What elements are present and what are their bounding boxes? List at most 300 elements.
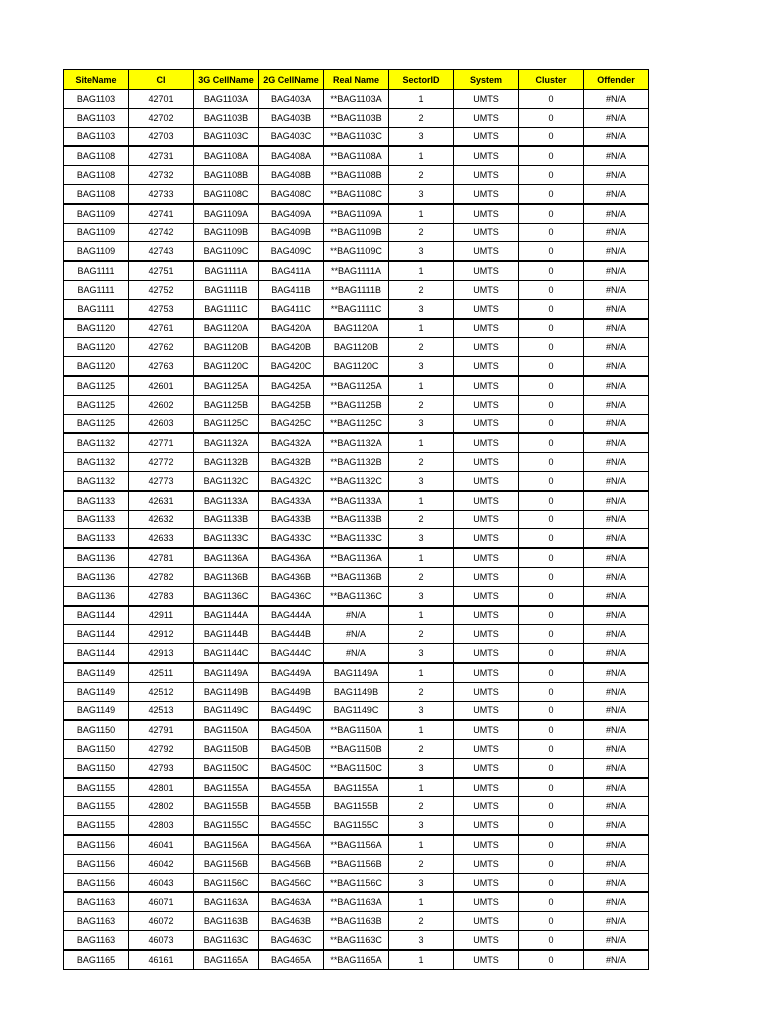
table-cell: UMTS: [454, 548, 519, 567]
table-cell: **BAG1132B: [324, 453, 389, 472]
table-cell: BAG1156: [64, 835, 129, 854]
table-cell: **BAG1150C: [324, 758, 389, 777]
table-row: [64, 242, 649, 261]
table-row: [64, 797, 649, 816]
table-cell: BAG456B: [259, 854, 324, 873]
table-cell: 3: [389, 644, 454, 663]
table-cell: BAG1132C: [194, 471, 259, 490]
table-cell: BAG1108A: [194, 146, 259, 165]
column-header-sectorid: SectorID: [389, 70, 454, 90]
table-row: [64, 166, 649, 185]
table-cell: BAG1155B: [324, 797, 389, 816]
table-cell: 0: [519, 166, 584, 185]
table-cell: #N/A: [584, 950, 649, 969]
table-cell: 3: [389, 471, 454, 490]
table-row: [64, 90, 649, 109]
table-row: [64, 586, 649, 605]
table-cell: #N/A: [584, 453, 649, 472]
table-cell: 3: [389, 242, 454, 261]
table-row: [64, 758, 649, 777]
column-header-offender: Offender: [584, 70, 649, 90]
table-cell: BAG432A: [259, 433, 324, 452]
table-cell: UMTS: [454, 127, 519, 146]
column-header-ci: CI: [129, 70, 194, 90]
column-header-sitename: SiteName: [64, 70, 129, 90]
table-cell: 0: [519, 319, 584, 338]
table-cell: #N/A: [584, 338, 649, 357]
table-cell: #N/A: [584, 414, 649, 433]
table-cell: BAG450A: [259, 720, 324, 739]
table-cell: BAG1155B: [194, 797, 259, 816]
table-cell: 42743: [129, 242, 194, 261]
table-cell: BAG1163C: [194, 931, 259, 950]
table-cell: #N/A: [584, 778, 649, 797]
table-cell: 46041: [129, 835, 194, 854]
table-cell: UMTS: [454, 931, 519, 950]
table-cell: **BAG1133A: [324, 491, 389, 510]
table-cell: BAG1149A: [194, 663, 259, 682]
table-cell: **BAG1111C: [324, 299, 389, 318]
table-row: [64, 950, 649, 969]
table-cell: BAG1149A: [324, 663, 389, 682]
table-cell: BAG1120C: [324, 357, 389, 376]
table-cell: BAG1109A: [194, 204, 259, 223]
table-cell: 1: [389, 204, 454, 223]
table-cell: BAG1156A: [194, 835, 259, 854]
table-row: [64, 184, 649, 203]
table-cell: UMTS: [454, 299, 519, 318]
table-cell: 0: [519, 357, 584, 376]
table-cell: 42742: [129, 223, 194, 242]
table-cell: #N/A: [584, 567, 649, 586]
table-cell: #N/A: [584, 223, 649, 242]
table-cell: 2: [389, 567, 454, 586]
table-cell: 0: [519, 892, 584, 911]
table-cell: #N/A: [584, 510, 649, 529]
table-cell: UMTS: [454, 242, 519, 261]
table-cell: #N/A: [584, 835, 649, 854]
table-row: [64, 892, 649, 911]
table-cell: BAG1103: [64, 108, 129, 127]
table-cell: BAG1165A: [194, 950, 259, 969]
table-cell: BAG436A: [259, 548, 324, 567]
table-cell: **BAG1133B: [324, 510, 389, 529]
table-cell: BAG1144: [64, 625, 129, 644]
table-cell: BAG1150C: [194, 758, 259, 777]
table-cell: BAG1120B: [194, 338, 259, 357]
table-cell: **BAG1156A: [324, 835, 389, 854]
table-cell: 3: [389, 127, 454, 146]
table-cell: BAG1163: [64, 892, 129, 911]
table-cell: BAG433A: [259, 491, 324, 510]
table-cell: UMTS: [454, 471, 519, 490]
table-cell: UMTS: [454, 912, 519, 931]
table-cell: UMTS: [454, 491, 519, 510]
table-cell: BAG449C: [259, 701, 324, 720]
table-cell: #N/A: [584, 280, 649, 299]
table-cell: **BAG1136B: [324, 567, 389, 586]
table-row: [64, 127, 649, 146]
table-row: [64, 108, 649, 127]
table-cell: 0: [519, 242, 584, 261]
table-cell: 1: [389, 548, 454, 567]
table-row: [64, 453, 649, 472]
table-cell: UMTS: [454, 414, 519, 433]
table-cell: BAG1149B: [194, 682, 259, 701]
table-cell: UMTS: [454, 778, 519, 797]
column-header-real-name: Real Name: [324, 70, 389, 90]
table-cell: UMTS: [454, 223, 519, 242]
table-cell: BAG1132: [64, 433, 129, 452]
table-cell: BAG450C: [259, 758, 324, 777]
table-cell: BAG433C: [259, 529, 324, 548]
table-cell: 0: [519, 548, 584, 567]
table-cell: 0: [519, 625, 584, 644]
table-cell: 2: [389, 108, 454, 127]
table-cell: 42911: [129, 606, 194, 625]
table-cell: 1: [389, 663, 454, 682]
table-cell: BAG450B: [259, 740, 324, 759]
table-cell: #N/A: [584, 433, 649, 452]
table-row: [64, 319, 649, 338]
table-cell: #N/A: [584, 108, 649, 127]
table-cell: BAG411C: [259, 299, 324, 318]
table-cell: #N/A: [324, 644, 389, 663]
table-cell: 42702: [129, 108, 194, 127]
table-row: [64, 204, 649, 223]
table-cell: **BAG1125B: [324, 395, 389, 414]
table-cell: BAG1144B: [194, 625, 259, 644]
table-cell: 42791: [129, 720, 194, 739]
table-cell: BAG408B: [259, 166, 324, 185]
table-cell: BAG1155: [64, 797, 129, 816]
table-cell: BAG1136: [64, 567, 129, 586]
table-cell: BAG463B: [259, 912, 324, 931]
table-cell: BAG456A: [259, 835, 324, 854]
table-cell: #N/A: [584, 758, 649, 777]
table-cell: BAG1133: [64, 529, 129, 548]
table-cell: 42783: [129, 586, 194, 605]
table-cell: UMTS: [454, 510, 519, 529]
table-cell: BAG455C: [259, 816, 324, 835]
table-cell: 42802: [129, 797, 194, 816]
table-cell: 0: [519, 127, 584, 146]
table-cell: BAG408A: [259, 146, 324, 165]
table-cell: 42793: [129, 758, 194, 777]
table-cell: 2: [389, 338, 454, 357]
table-cell: 0: [519, 682, 584, 701]
table-cell: UMTS: [454, 625, 519, 644]
table-cell: 1: [389, 319, 454, 338]
table-cell: **BAG1132C: [324, 471, 389, 490]
table-cell: BAG1163A: [194, 892, 259, 911]
table-cell: **BAG1109A: [324, 204, 389, 223]
table-cell: #N/A: [584, 376, 649, 395]
table-cell: #N/A: [584, 166, 649, 185]
table-cell: BAG1108C: [194, 184, 259, 203]
table-cell: BAG1120: [64, 319, 129, 338]
table-cell: 3: [389, 529, 454, 548]
table-cell: 42772: [129, 453, 194, 472]
table-cell: 0: [519, 778, 584, 797]
table-cell: BAG1103: [64, 127, 129, 146]
table-cell: UMTS: [454, 567, 519, 586]
table-cell: BAG1163: [64, 931, 129, 950]
table-cell: BAG1132: [64, 471, 129, 490]
table-cell: 2: [389, 854, 454, 873]
table-cell: 42913: [129, 644, 194, 663]
table-cell: 1: [389, 90, 454, 109]
table-cell: 2: [389, 395, 454, 414]
table-cell: BAG1111B: [194, 280, 259, 299]
table-cell: 46042: [129, 854, 194, 873]
table-cell: BAG432C: [259, 471, 324, 490]
table-cell: BAG444B: [259, 625, 324, 644]
table-cell: 1: [389, 376, 454, 395]
table-cell: 3: [389, 701, 454, 720]
table-cell: BAG1125: [64, 414, 129, 433]
table-cell: BAG1103C: [194, 127, 259, 146]
table-cell: BAG1155A: [324, 778, 389, 797]
table-cell: BAG1111A: [194, 261, 259, 280]
table-cell: #N/A: [584, 319, 649, 338]
table-cell: 42733: [129, 184, 194, 203]
table-cell: #N/A: [584, 261, 649, 280]
table-row: [64, 299, 649, 318]
table-cell: UMTS: [454, 166, 519, 185]
table-cell: UMTS: [454, 184, 519, 203]
table-cell: BAG1132A: [194, 433, 259, 452]
table-cell: #N/A: [584, 90, 649, 109]
table-cell: 42631: [129, 491, 194, 510]
table-cell: 42753: [129, 299, 194, 318]
table-cell: 0: [519, 280, 584, 299]
table-cell: BAG1150A: [194, 720, 259, 739]
table-cell: BAG1163: [64, 912, 129, 931]
table-cell: **BAG1103A: [324, 90, 389, 109]
table-cell: UMTS: [454, 319, 519, 338]
table-cell: UMTS: [454, 357, 519, 376]
table-cell: BAG1120B: [324, 338, 389, 357]
table-cell: 42701: [129, 90, 194, 109]
table-cell: BAG1108: [64, 146, 129, 165]
table-cell: UMTS: [454, 90, 519, 109]
table-cell: **BAG1156B: [324, 854, 389, 873]
table-cell: #N/A: [584, 606, 649, 625]
table-cell: BAG1144A: [194, 606, 259, 625]
table-cell: BAG1163B: [194, 912, 259, 931]
table-cell: BAG449B: [259, 682, 324, 701]
table-cell: 42912: [129, 625, 194, 644]
table-cell: 0: [519, 912, 584, 931]
table-cell: #N/A: [584, 471, 649, 490]
table-cell: BAG436B: [259, 567, 324, 586]
table-cell: BAG1136B: [194, 567, 259, 586]
table-cell: #N/A: [584, 912, 649, 931]
table-cell: BAG1109: [64, 242, 129, 261]
table-cell: #N/A: [584, 740, 649, 759]
table-row: [64, 548, 649, 567]
table-cell: 0: [519, 395, 584, 414]
table-cell: BAG409A: [259, 204, 324, 223]
table-cell: 2: [389, 912, 454, 931]
table-cell: BAG1103A: [194, 90, 259, 109]
table-cell: 42803: [129, 816, 194, 835]
table-cell: #N/A: [584, 797, 649, 816]
table-cell: 0: [519, 299, 584, 318]
table-cell: #N/A: [324, 625, 389, 644]
table-cell: #N/A: [584, 720, 649, 739]
table-cell: 46073: [129, 931, 194, 950]
table-cell: 42761: [129, 319, 194, 338]
table-cell: 42792: [129, 740, 194, 759]
table-cell: BAG1149B: [324, 682, 389, 701]
table-cell: BAG1108: [64, 166, 129, 185]
table-cell: **BAG1108A: [324, 146, 389, 165]
table-cell: BAG1120C: [194, 357, 259, 376]
table-cell: 0: [519, 816, 584, 835]
table-cell: BAG436C: [259, 586, 324, 605]
table-cell: 1: [389, 146, 454, 165]
table-cell: BAG1165: [64, 950, 129, 969]
table-cell: BAG1144: [64, 644, 129, 663]
table-cell: #N/A: [584, 663, 649, 682]
table-cell: BAG432B: [259, 453, 324, 472]
table-cell: 2: [389, 223, 454, 242]
site-cell-table: [63, 69, 649, 970]
table-cell: **BAG1150B: [324, 740, 389, 759]
table-cell: **BAG1103B: [324, 108, 389, 127]
table-cell: UMTS: [454, 261, 519, 280]
table-cell: BAG411A: [259, 261, 324, 280]
table-cell: BAG1150: [64, 720, 129, 739]
table-cell: BAG1149C: [324, 701, 389, 720]
table-cell: UMTS: [454, 204, 519, 223]
table-cell: **BAG1103C: [324, 127, 389, 146]
table-cell: BAG1120: [64, 357, 129, 376]
table-cell: 42741: [129, 204, 194, 223]
table-cell: UMTS: [454, 376, 519, 395]
column-header-3g-cellname: 3G CellName: [194, 70, 259, 90]
table-cell: 2: [389, 797, 454, 816]
table-cell: BAG455B: [259, 797, 324, 816]
table-cell: #N/A: [584, 184, 649, 203]
table-cell: BAG1120: [64, 338, 129, 357]
table-cell: UMTS: [454, 433, 519, 452]
table-cell: BAG1109C: [194, 242, 259, 261]
table-cell: #N/A: [584, 299, 649, 318]
table-cell: 0: [519, 376, 584, 395]
table-cell: 42633: [129, 529, 194, 548]
table-cell: 3: [389, 816, 454, 835]
table-row: [64, 682, 649, 701]
header-row: [64, 70, 649, 90]
table-cell: UMTS: [454, 682, 519, 701]
table-cell: #N/A: [584, 816, 649, 835]
table-cell: #N/A: [584, 395, 649, 414]
table-cell: **BAG1111B: [324, 280, 389, 299]
table-row: [64, 338, 649, 357]
table-cell: 2: [389, 280, 454, 299]
table-cell: #N/A: [584, 625, 649, 644]
table-cell: 0: [519, 586, 584, 605]
table-row: [64, 701, 649, 720]
table-cell: **BAG1156C: [324, 873, 389, 892]
table-cell: BAG409C: [259, 242, 324, 261]
column-header-cluster: Cluster: [519, 70, 584, 90]
table-cell: UMTS: [454, 816, 519, 835]
table-cell: #N/A: [584, 548, 649, 567]
table-cell: UMTS: [454, 108, 519, 127]
table-cell: BAG1132: [64, 453, 129, 472]
table-row: [64, 835, 649, 854]
table-cell: BAG1133A: [194, 491, 259, 510]
table-cell: 3: [389, 357, 454, 376]
table-cell: 42513: [129, 701, 194, 720]
table-cell: BAG1144: [64, 606, 129, 625]
table-cell: 3: [389, 184, 454, 203]
table-cell: 1: [389, 835, 454, 854]
table-cell: UMTS: [454, 835, 519, 854]
table-cell: 42603: [129, 414, 194, 433]
table-cell: BAG1125: [64, 376, 129, 395]
table-cell: 42801: [129, 778, 194, 797]
table-cell: 1: [389, 778, 454, 797]
table-cell: **BAG1108B: [324, 166, 389, 185]
table-cell: UMTS: [454, 529, 519, 548]
table-row: [64, 567, 649, 586]
table-cell: UMTS: [454, 644, 519, 663]
table-cell: 3: [389, 873, 454, 892]
table-cell: UMTS: [454, 606, 519, 625]
table-cell: BAG1103B: [194, 108, 259, 127]
table-cell: **BAG1125A: [324, 376, 389, 395]
table-row: [64, 491, 649, 510]
table-cell: BAG1133: [64, 510, 129, 529]
table-cell: 42751: [129, 261, 194, 280]
table-cell: BAG1156C: [194, 873, 259, 892]
table-cell: 0: [519, 204, 584, 223]
table-row: [64, 854, 649, 873]
table-row: [64, 816, 649, 835]
table-cell: BAG1156B: [194, 854, 259, 873]
table-row: [64, 223, 649, 242]
table-cell: 42601: [129, 376, 194, 395]
table-cell: 1: [389, 433, 454, 452]
table-cell: 0: [519, 414, 584, 433]
table-cell: BAG433B: [259, 510, 324, 529]
table-cell: BAG1120A: [194, 319, 259, 338]
table-cell: #N/A: [324, 606, 389, 625]
table-cell: BAG420C: [259, 357, 324, 376]
table-cell: UMTS: [454, 395, 519, 414]
table-cell: **BAG1150A: [324, 720, 389, 739]
table-cell: BAG420B: [259, 338, 324, 357]
table-cell: BAG409B: [259, 223, 324, 242]
table-cell: 0: [519, 529, 584, 548]
table-cell: 46071: [129, 892, 194, 911]
table-cell: BAG1149: [64, 663, 129, 682]
table-cell: #N/A: [584, 892, 649, 911]
table-cell: #N/A: [584, 701, 649, 720]
table-cell: #N/A: [584, 873, 649, 892]
table-cell: #N/A: [584, 491, 649, 510]
table-cell: 1: [389, 606, 454, 625]
table-cell: 2: [389, 453, 454, 472]
table-cell: BAG1155C: [194, 816, 259, 835]
table-cell: **BAG1136C: [324, 586, 389, 605]
table-cell: BAG456C: [259, 873, 324, 892]
